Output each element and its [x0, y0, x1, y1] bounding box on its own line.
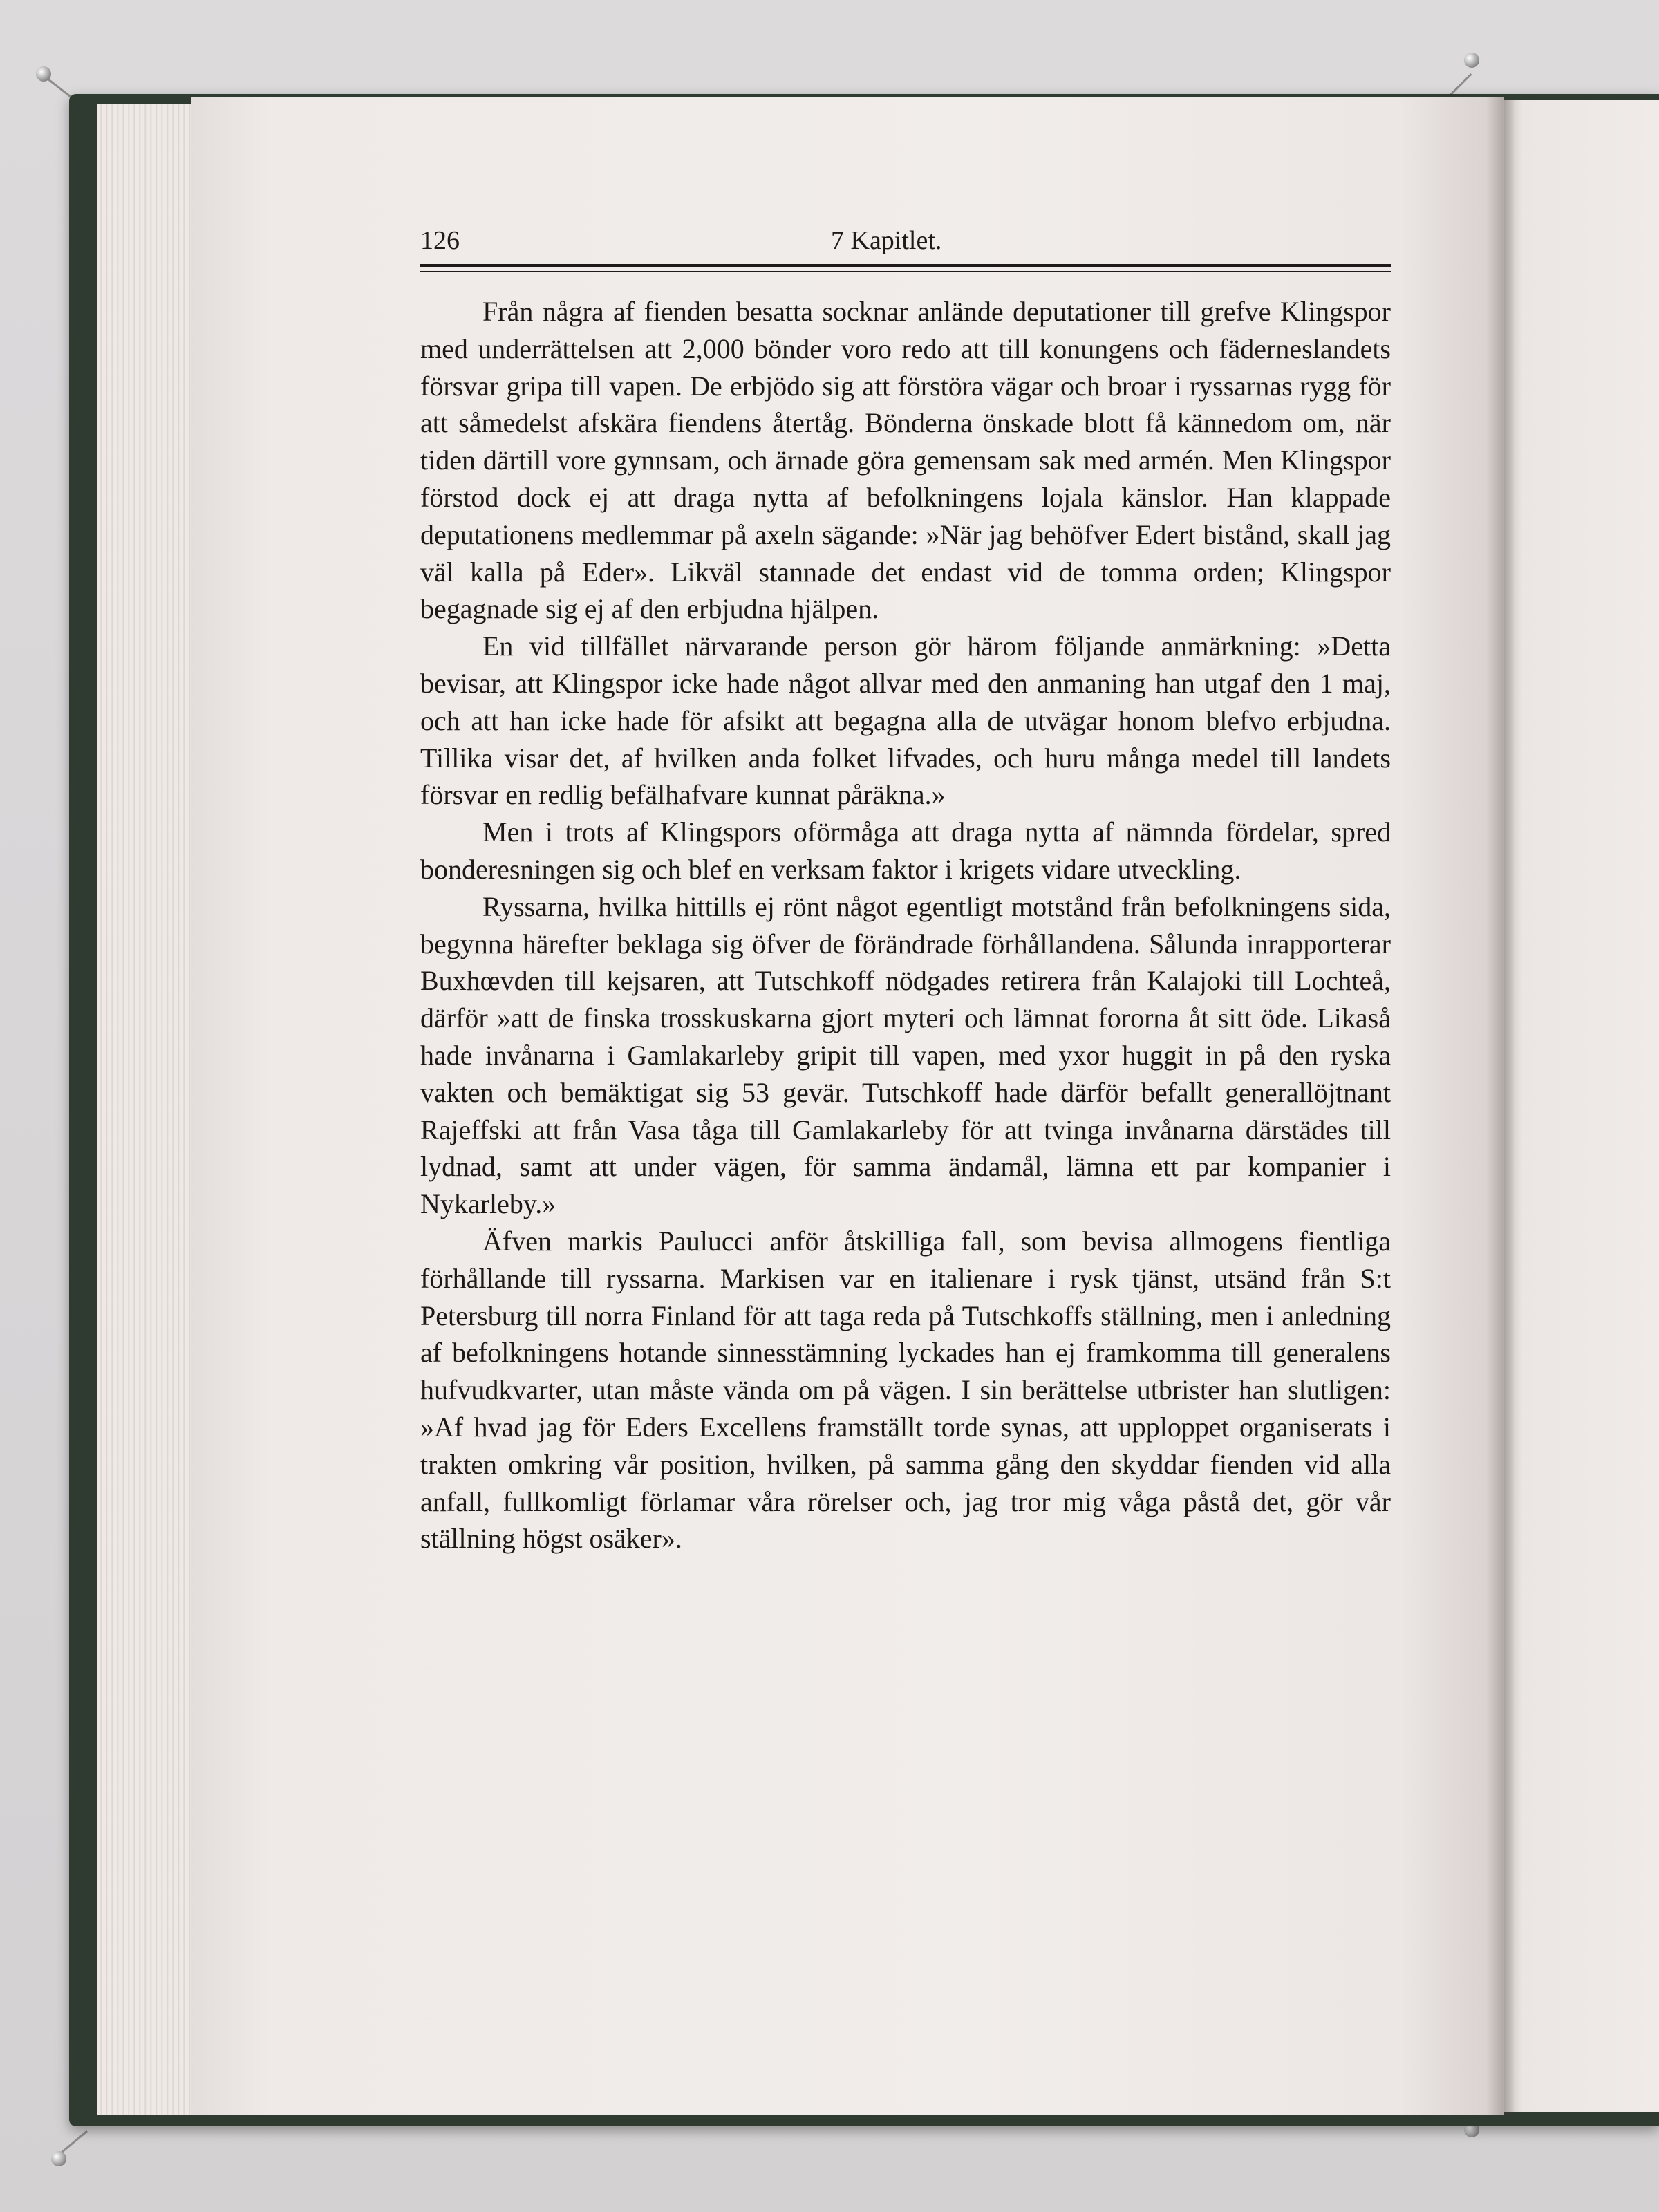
- paragraph-4: Ryssarna, hvilka hittills ej rönt något egentligt motstånd från befolkningens sida, begynna härefter beklaga sig öfver de förändrade förhållandena. Sålunda inrapporterar Buxhœvden till kejsaren, att Tutschkoff nödgades retirera från Kalajoki till Lochteå, därför »att de finska trosskuskarna gjort myteri och lämnat fororna åt sitt öde. Likaså hade invånarna i Gamlakarleby gripit till vapen, med yxor huggit in på den ryska vakten och bemäktigat sig 53 gevär. Tutschkoff hade därför befallt generallöjtnant Rajeffski att från Vasa tåga till Gamlakarleby för att tvinga invånarna därstädes till lydnad, samt att under vägen, för samma ändamål, lämna ett par kompanier i Nykarleby.»: [420, 890, 1391, 1220]
- page-gutter-shadow: [1486, 97, 1514, 2115]
- page-number: 126: [420, 226, 460, 255]
- page-edges: [97, 104, 195, 2115]
- paragraph-2: En vid tillfället närvarande person gör härom följande anmärkning: »Detta bevisar, att Klingspor icke hade något allvar med den anmaning han utgaf den 1 maj, och att han icke hade för afsikt att begagna alla de utvägar honom blefvo erbjudna. Tillika visar det, af hvilken anda folket lifvades, och huru många medel till landets försvar en redlig befälhafvare kunnat påräkna.»: [420, 630, 1391, 811]
- page-header: [420, 225, 1391, 260]
- header-rule-thin: [420, 271, 1391, 272]
- paragraph-3: Men i trots af Klingspors oförmåga att draga nytta af nämnda fördelar, spred bonderesningen sig och blef en verksam faktor i krigets vidare utveckling.: [420, 816, 1391, 885]
- pin-bottom-left: [51, 2151, 66, 2166]
- header-rule-thick: [420, 264, 1391, 267]
- pin-top-left: [36, 66, 51, 82]
- facing-page: [1504, 100, 1659, 2112]
- paragraph-1: Från några af fienden besatta socknar anlände deputationer till grefve Klingspor med underrättelsen att 2,000 bönder voro redo att till konungens och fäderneslandets försvar gripa till vapen. De erbjödo sig att förstöra vägar och broar i ryssarnas rygg för att såmedelst afskära fiendens återtåg. Bönderna önskade blott få kännedom om, när tiden därtill vore gynnsam, och ärnade göra gemensam sak med armén. Men Klingspor förstod dock ej att draga nytta af befolkningens lojala känslor. Han klappade deputationens medlemmar på axeln sägande: »När jag behöfver Edert bistånd, skall jag väl kalla på Eder». Likväl stannade det endast vid de tomma orden; Klingspor begagnade sig ej af den erbjudna hjälpen.: [420, 296, 1391, 625]
- body-text: [420, 293, 1391, 1557]
- paragraph-5: Äfven markis Paulucci anför åtskilliga fall, som bevisa allmogens fientliga förhållande till ryssarna. Markisen var en italienare i rysk tjänst, utsänd från S:t Petersburg till norra Finland för att taga reda på Tutschkoffs ställning, men i anledning af befolkningens hotande sinnesstämning lyckades han ej framkomma till generalens hufvudkvarter, utan måste vända om på vägen. I sin berättelse utbrister han slutligen: »Af hvad jag för Eders Excellens framställt torde synas, att upploppet organiserats i trakten omkring vår position, hvilken, på samma gång den skyddar fienden vid alla anfall, fullkomligt förlamar våra rörelser och, jag tror mig våga påstå det, gör vår ställning högst osäker».: [420, 1225, 1391, 1555]
- pin-top-right: [1464, 53, 1479, 68]
- running-head: 7 Kapitlet.: [831, 226, 942, 255]
